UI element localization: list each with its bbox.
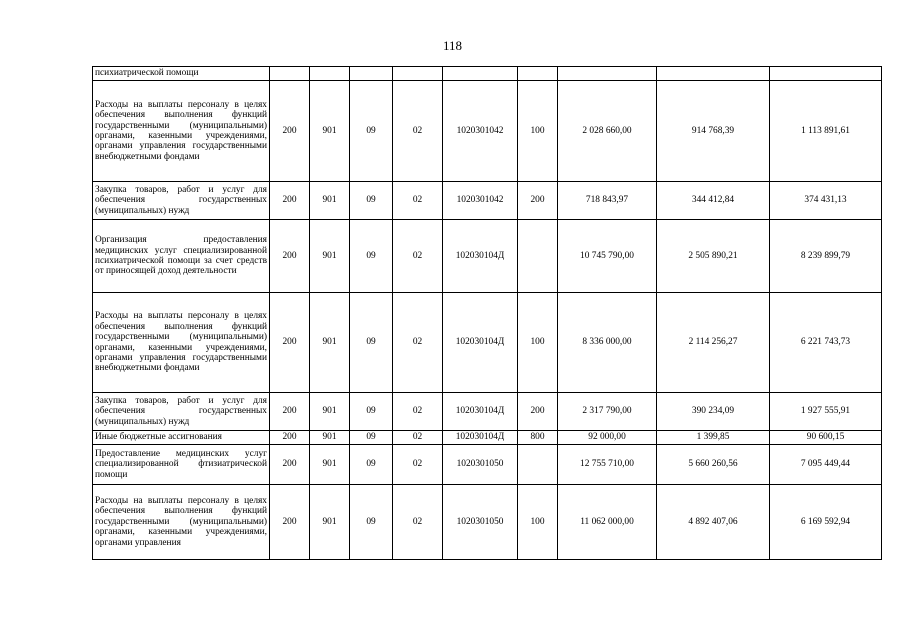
code-cell: 02 — [393, 393, 443, 431]
row-name: Расходы на выплаты персоналу в целях обеспечения выполнения функций государственными (муниципальными) органами, казенными учреждениями, органами управления государственными внебюджетными фондами — [93, 81, 270, 182]
amount-cell: 374 431,13 — [770, 182, 882, 220]
code-cell: 02 — [393, 445, 443, 485]
amount-cell: 10 745 790,00 — [558, 220, 657, 293]
code-cell: 901 — [310, 182, 350, 220]
code-cell: 09 — [350, 393, 393, 431]
table-row — [93, 81, 882, 182]
amount-cell: 1 927 555,91 — [770, 393, 882, 431]
amount-cell: 2 505 890,21 — [657, 220, 770, 293]
code-cell: 102030104Д — [443, 393, 518, 431]
code-cell — [310, 67, 350, 81]
code-cell — [518, 220, 558, 293]
table-row — [93, 293, 882, 393]
page-number: 118 — [442, 38, 463, 53]
code-cell: 09 — [350, 220, 393, 293]
code-cell: 09 — [350, 445, 393, 485]
code-cell — [518, 445, 558, 485]
amount-cell: 4 892 407,06 — [657, 485, 770, 560]
code-cell: 901 — [310, 485, 350, 560]
code-cell — [393, 67, 443, 81]
amount-cell: 90 600,15 — [770, 431, 882, 445]
code-cell: 102030104Д — [443, 431, 518, 445]
code-cell: 200 — [270, 393, 310, 431]
code-cell: 200 — [270, 220, 310, 293]
code-cell: 200 — [518, 393, 558, 431]
code-cell: 901 — [310, 81, 350, 182]
table-row — [93, 67, 882, 81]
row-name: Иные бюджетные ассигнования — [93, 431, 270, 445]
code-cell: 200 — [270, 431, 310, 445]
code-cell: 100 — [518, 485, 558, 560]
code-cell: 1020301042 — [443, 182, 518, 220]
code-cell: 102030104Д — [443, 293, 518, 393]
code-cell: 200 — [270, 485, 310, 560]
code-cell: 100 — [518, 81, 558, 182]
code-cell: 1020301042 — [443, 81, 518, 182]
table-row — [93, 485, 882, 560]
code-cell: 200 — [270, 182, 310, 220]
amount-cell: 6 221 743,73 — [770, 293, 882, 393]
code-cell: 200 — [270, 445, 310, 485]
amount-cell — [558, 67, 657, 81]
code-cell: 1020301050 — [443, 445, 518, 485]
amount-cell — [657, 67, 770, 81]
amount-cell: 11 062 000,00 — [558, 485, 657, 560]
row-name: Расходы на выплаты персоналу в целях обеспечения выполнения функций государственными (муниципальными) органами, казенными учреждениями, органами управления — [93, 485, 270, 560]
amount-cell: 5 660 260,56 — [657, 445, 770, 485]
budget-table — [92, 66, 882, 560]
code-cell — [443, 67, 518, 81]
code-cell: 901 — [310, 293, 350, 393]
table-row — [93, 220, 882, 293]
code-cell: 100 — [518, 293, 558, 393]
amount-cell: 1 113 891,61 — [770, 81, 882, 182]
code-cell — [518, 67, 558, 81]
amount-cell: 8 336 000,00 — [558, 293, 657, 393]
code-cell: 800 — [518, 431, 558, 445]
code-cell: 901 — [310, 445, 350, 485]
code-cell: 09 — [350, 431, 393, 445]
row-name: Организация предоставления медицинских услуг специализированной психиатрической помощи за счет средств от приносящей доход деятельности — [93, 220, 270, 293]
code-cell: 1020301050 — [443, 485, 518, 560]
code-cell: 200 — [270, 293, 310, 393]
code-cell: 200 — [518, 182, 558, 220]
code-cell: 09 — [350, 182, 393, 220]
amount-cell: 92 000,00 — [558, 431, 657, 445]
row-name: Закупка товаров, работ и услуг для обеспечения государственных (муниципальных) нужд — [93, 393, 270, 431]
amount-cell: 2 114 256,27 — [657, 293, 770, 393]
amount-cell: 390 234,09 — [657, 393, 770, 431]
row-name: психиатрической помощи — [93, 67, 270, 81]
code-cell: 02 — [393, 485, 443, 560]
code-cell — [350, 67, 393, 81]
table-row — [93, 445, 882, 485]
code-cell: 02 — [393, 431, 443, 445]
code-cell: 09 — [350, 81, 393, 182]
amount-cell: 8 239 899,79 — [770, 220, 882, 293]
amount-cell: 2 028 660,00 — [558, 81, 657, 182]
amount-cell: 914 768,39 — [657, 81, 770, 182]
amount-cell: 12 755 710,00 — [558, 445, 657, 485]
code-cell: 102030104Д — [443, 220, 518, 293]
amount-cell — [770, 67, 882, 81]
code-cell: 02 — [393, 182, 443, 220]
code-cell: 02 — [393, 81, 443, 182]
code-cell: 02 — [393, 293, 443, 393]
code-cell: 200 — [270, 81, 310, 182]
row-name: Закупка товаров, работ и услуг для обеспечения государственных (муниципальных) нужд — [93, 182, 270, 220]
table-row — [93, 431, 882, 445]
amount-cell: 6 169 592,94 — [770, 485, 882, 560]
code-cell: 901 — [310, 393, 350, 431]
amount-cell: 2 317 790,00 — [558, 393, 657, 431]
amount-cell: 1 399,85 — [657, 431, 770, 445]
table-row — [93, 393, 882, 431]
amount-cell: 7 095 449,44 — [770, 445, 882, 485]
code-cell — [270, 67, 310, 81]
amount-cell: 344 412,84 — [657, 182, 770, 220]
code-cell: 09 — [350, 485, 393, 560]
table-row — [93, 182, 882, 220]
code-cell: 02 — [393, 220, 443, 293]
code-cell: 901 — [310, 220, 350, 293]
row-name: Расходы на выплаты персоналу в целях обеспечения выполнения функций государственными (муниципальными) органами, казенными учреждениями, органами управления государственными внебюджетными фондами — [93, 293, 270, 393]
row-name: Предоставление медицинских услуг специализированной фтизиатрической помощи — [93, 445, 270, 485]
code-cell: 901 — [310, 431, 350, 445]
amount-cell: 718 843,97 — [558, 182, 657, 220]
code-cell: 09 — [350, 293, 393, 393]
